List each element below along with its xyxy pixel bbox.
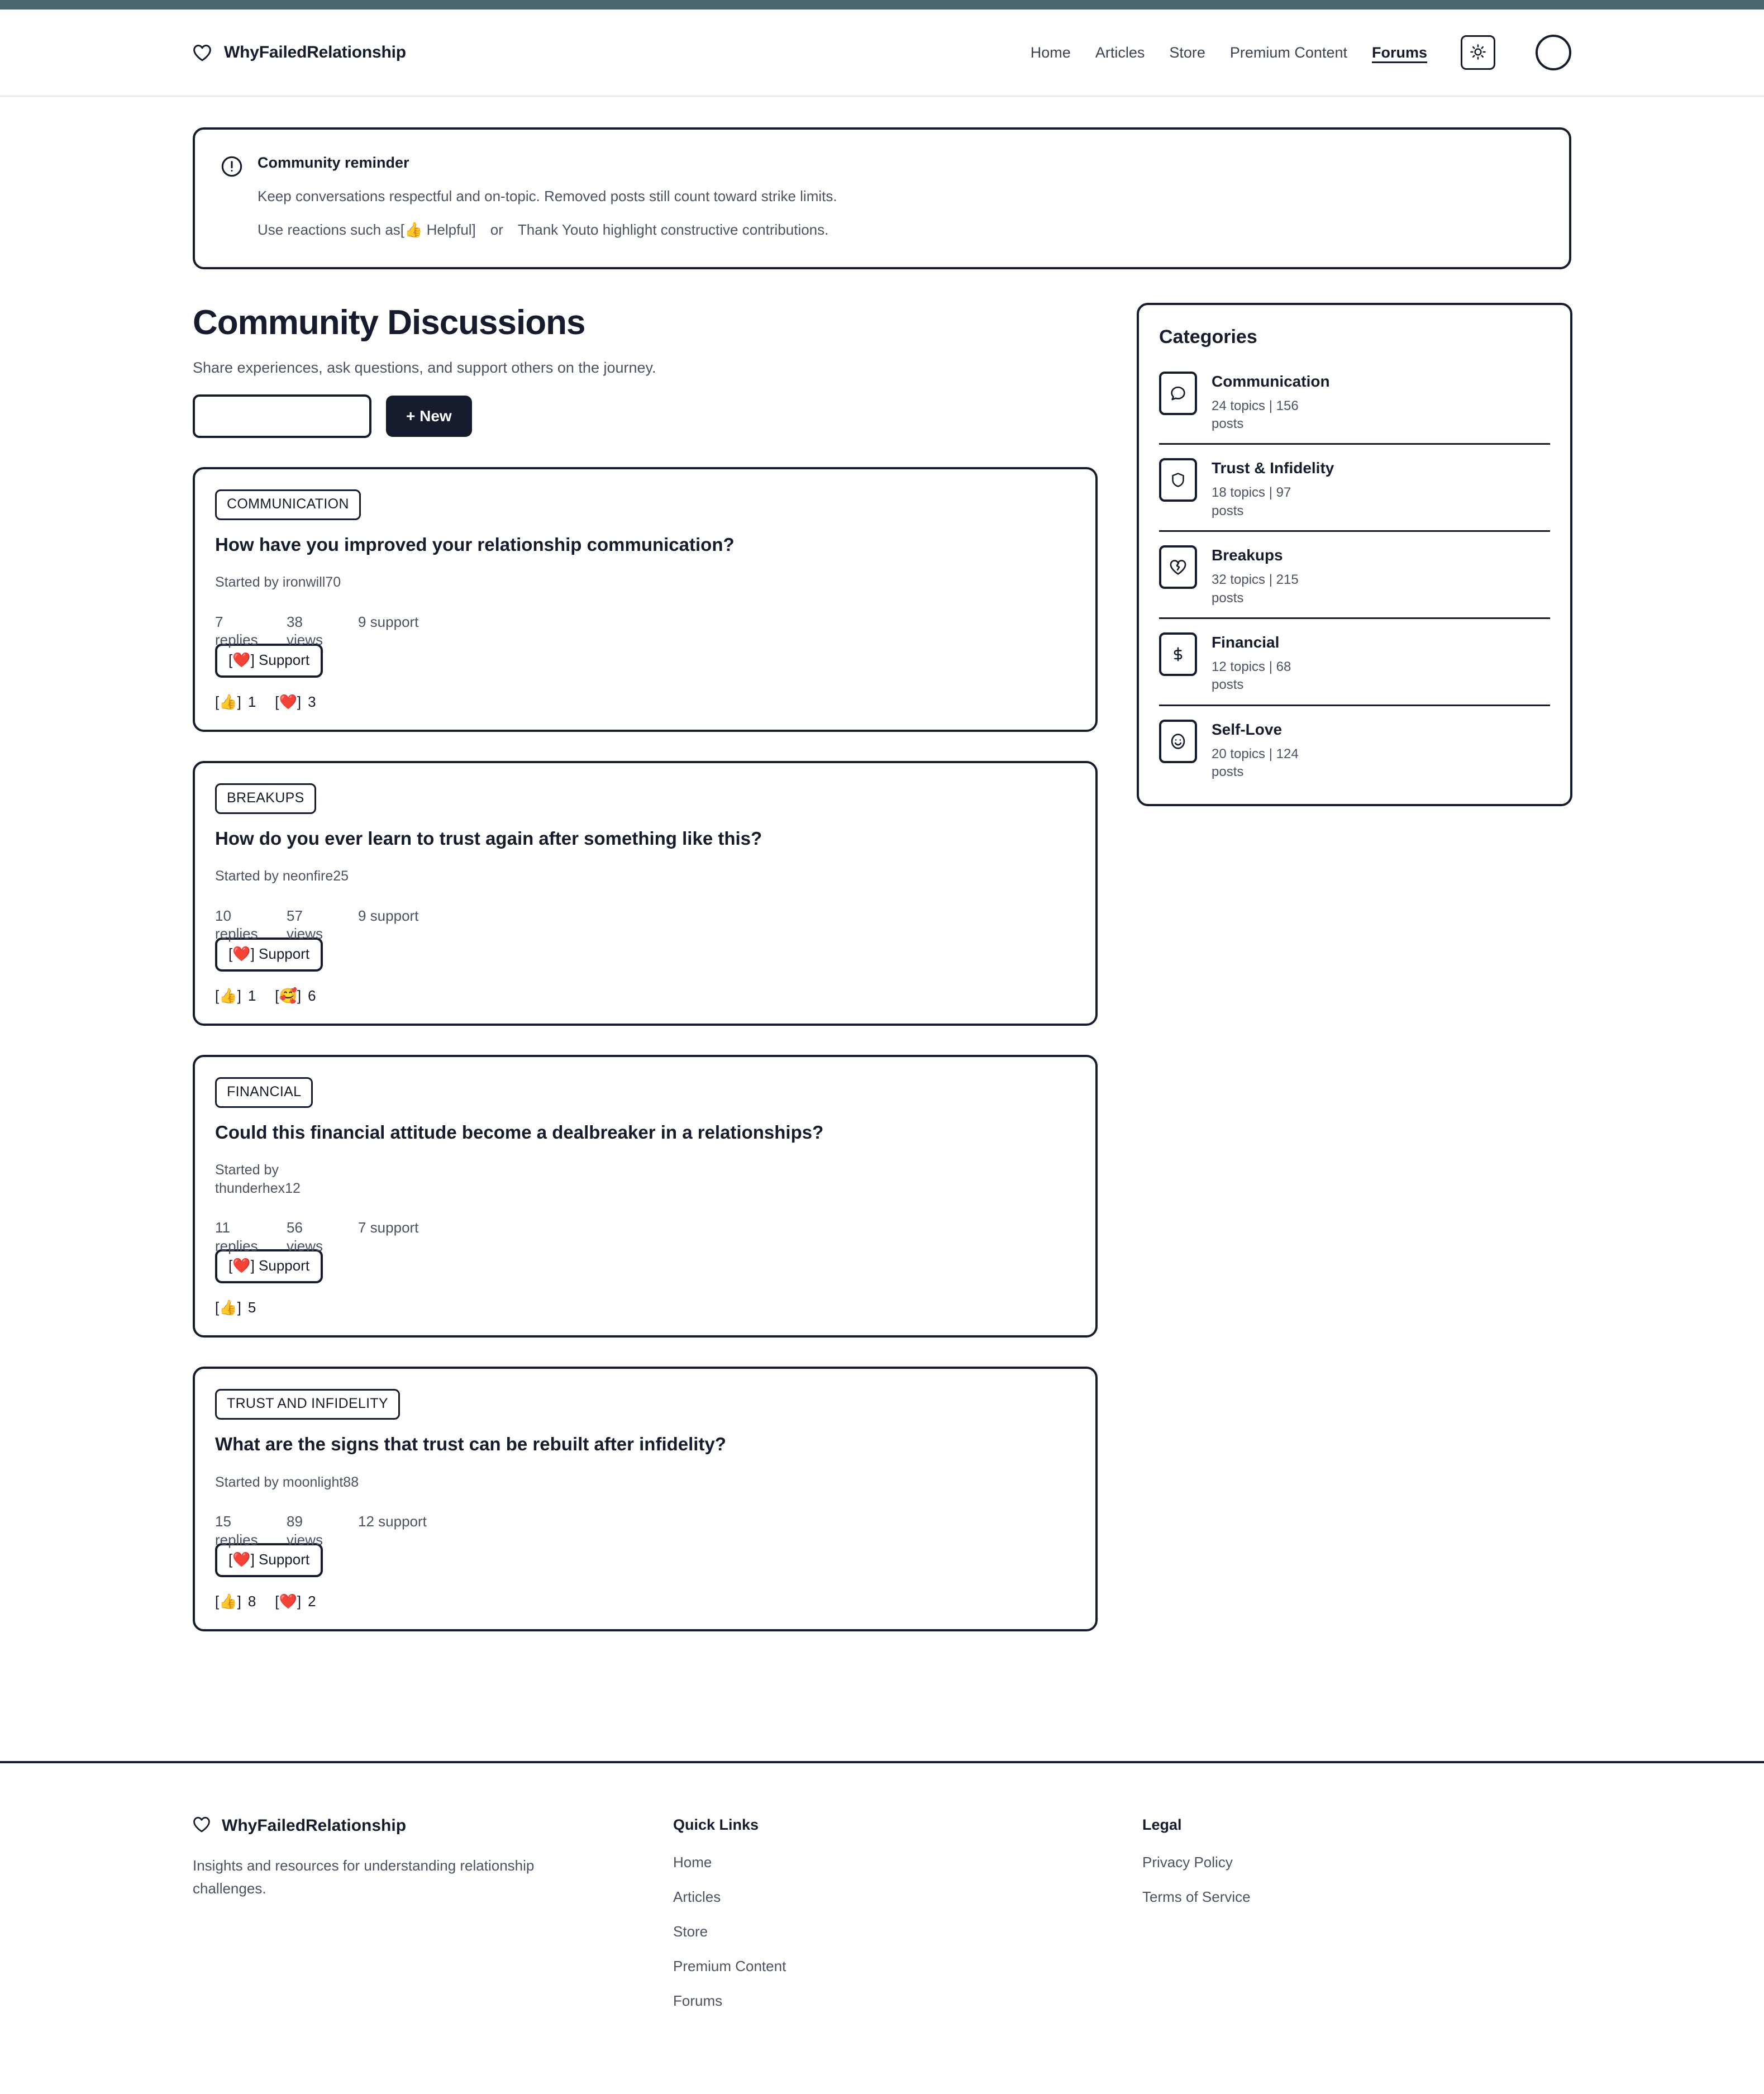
thread-title[interactable]: Could this financial attitude become a dealbreaker in a relationships? — [215, 1121, 824, 1143]
thread-card[interactable] — [193, 1367, 1098, 1631]
footer-description: Insights and resources for understanding relationship challenges. — [193, 1857, 535, 1897]
thread-views-label: views — [287, 1237, 323, 1254]
category-name: Communication — [1212, 372, 1330, 390]
thread-reactions — [215, 1299, 1075, 1316]
reaction-count: 2 — [308, 1593, 316, 1610]
heart-outline-icon — [193, 1816, 211, 1835]
category-name: Self-Love — [1212, 720, 1283, 738]
thread-views — [287, 907, 358, 943]
footer-quick-links-column — [673, 1816, 1142, 2027]
thumbs-up-icon: [👍] — [215, 693, 241, 710]
reaction-count: 1 — [247, 987, 256, 1004]
site-header — [0, 9, 1764, 97]
category-name: Financial — [1212, 633, 1280, 651]
theme-toggle-button[interactable] — [1461, 35, 1495, 70]
reaction-count: 1 — [247, 693, 256, 710]
thread-views-count: 57 — [287, 907, 303, 924]
thread-support-count: 9 support — [358, 613, 419, 630]
reaction-count: 3 — [308, 693, 316, 710]
reminder-line-1: Keep conversations respectful and on-topic. Removed posts still count toward strike limits. — [258, 188, 837, 204]
thread-replies-count: 7 — [215, 613, 223, 630]
thread-replies-count: 15 — [215, 1513, 231, 1530]
reaction-item[interactable] — [275, 987, 316, 1005]
support-button[interactable]: [❤️] Support — [215, 1249, 323, 1283]
thread-views — [287, 1219, 358, 1255]
reaction-chip-helpful: [👍 Helpful] — [400, 221, 476, 239]
category-meta: 12 topics | 68 posts — [1212, 659, 1291, 693]
thread-replies — [215, 613, 287, 649]
thread-replies — [215, 907, 287, 943]
thread-views-count: 38 — [287, 613, 303, 630]
reaction-count: 5 — [247, 1299, 256, 1316]
thread-replies-count: 11 — [215, 1219, 230, 1236]
category-meta: 32 topics | 215 posts — [1212, 572, 1299, 606]
support-button[interactable]: [❤️] Support — [215, 644, 323, 678]
content-columns — [193, 303, 1571, 1661]
thread-views — [287, 1512, 358, 1549]
footer-link-terms-of-service[interactable]: Terms of Service — [1142, 1888, 1251, 1906]
heart-icon: [❤️] — [275, 693, 302, 710]
nav-item-articles[interactable]: Articles — [1095, 44, 1145, 61]
footer-legal-title: Legal — [1142, 1816, 1182, 1834]
thread-author: Started by thunderhex12 — [215, 1162, 301, 1196]
page-content — [0, 127, 1764, 1660]
heart-outline-icon — [193, 44, 212, 61]
broken-heart-icon — [1159, 545, 1197, 589]
thumbs-up-icon: [👍] — [215, 1593, 241, 1610]
thread-card[interactable] — [193, 761, 1098, 1026]
thread-title[interactable]: How do you ever learn to trust again after something like this? — [215, 827, 762, 849]
reminder-line2-suffix: to highlight constructive contributions. — [586, 221, 829, 239]
footer-link-forums[interactable]: Forums — [673, 1992, 723, 2010]
thread-replies-label: replies — [215, 1531, 258, 1548]
smiling-face-icon: [🥰] — [275, 987, 302, 1004]
support-button[interactable]: [❤️] Support — [215, 1543, 323, 1577]
new-thread-button[interactable]: + New — [386, 396, 472, 437]
brand-logo[interactable] — [193, 43, 406, 62]
sun-icon — [1469, 43, 1487, 63]
brand-name: WhyFailedRelationship — [224, 43, 406, 61]
community-reminder-banner — [193, 127, 1571, 269]
thread-replies-count: 10 — [215, 907, 231, 924]
categories-sidebar — [1137, 303, 1572, 806]
user-avatar[interactable] — [1536, 35, 1571, 70]
thread-stats — [215, 613, 1075, 649]
footer-link-articles[interactable]: Articles — [673, 1888, 721, 1906]
thread-category-tag[interactable]: TRUST AND INFIDELITY — [215, 1389, 400, 1420]
reaction-count: 6 — [308, 987, 316, 1004]
footer-link-store[interactable]: Store — [673, 1923, 708, 1940]
main-nav — [1031, 35, 1571, 70]
category-name: Breakups — [1212, 546, 1283, 564]
thread-replies — [215, 1512, 287, 1549]
search-input[interactable] — [193, 394, 371, 438]
thread-replies-label: replies — [215, 631, 258, 649]
thread-stats — [215, 1219, 1075, 1255]
thread-support-count: 7 support — [358, 1219, 419, 1236]
footer-link-privacy-policy[interactable]: Privacy Policy — [1142, 1854, 1233, 1871]
discussions-column — [193, 303, 1098, 1661]
thread-category-tag[interactable]: FINANCIAL — [215, 1077, 313, 1108]
thread-views-label: views — [287, 1531, 323, 1548]
thread-stats — [215, 1512, 1075, 1549]
footer-link-home[interactable]: Home — [673, 1854, 712, 1871]
sidebar-item-self-love[interactable] — [1159, 720, 1550, 782]
footer-legal-column — [1142, 1816, 1477, 1923]
footer-link-premium-content[interactable]: Premium Content — [673, 1958, 786, 1975]
thumbs-up-icon: [👍] — [215, 1299, 241, 1316]
smiley-icon — [1159, 720, 1197, 763]
thread-card[interactable] — [193, 1055, 1098, 1338]
thread-card[interactable] — [193, 467, 1098, 732]
footer-quick-links-title: Quick Links — [673, 1816, 759, 1834]
sidebar-item-breakups[interactable] — [1159, 545, 1550, 619]
nav-item-premium-content[interactable]: Premium Content — [1229, 44, 1347, 61]
thread-replies-label: replies — [215, 925, 258, 943]
thread-views — [287, 613, 358, 649]
reaction-item[interactable] — [215, 1299, 256, 1316]
footer-brand[interactable] — [193, 1816, 673, 1835]
category-meta: 20 topics | 124 posts — [1212, 746, 1299, 780]
page-subtitle: Share experiences, ask questions, and support others on the journey. — [193, 359, 656, 376]
shield-icon — [1159, 458, 1197, 502]
thread-views-label: views — [287, 631, 323, 649]
thread-reactions — [215, 987, 1075, 1005]
reaction-item[interactable] — [275, 693, 316, 711]
alert-circle-icon — [221, 155, 243, 180]
thread-reactions — [215, 1593, 1075, 1610]
thread-author: Started by neonfire25 — [215, 868, 349, 884]
footer-brand-column — [193, 1816, 673, 1914]
thread-reactions — [215, 693, 1075, 711]
reaction-count: 8 — [247, 1593, 256, 1610]
thread-views-count: 56 — [287, 1219, 303, 1236]
reminder-line-2 — [258, 218, 837, 241]
reaction-item[interactable] — [275, 1593, 316, 1610]
thread-replies-label: replies — [215, 1237, 258, 1254]
page-title: Community Discussions — [193, 303, 585, 342]
thread-support-count: 9 support — [358, 907, 419, 924]
reminder-line2-or: or — [490, 221, 503, 239]
nav-item-store[interactable]: Store — [1169, 44, 1205, 61]
support-button[interactable]: [❤️] Support — [215, 937, 323, 972]
thread-stats — [215, 907, 1075, 943]
category-name: Trust & Infidelity — [1212, 459, 1334, 477]
footer-brand-name: WhyFailedRelationship — [222, 1816, 407, 1835]
reaction-item[interactable] — [215, 693, 256, 711]
thread-replies — [215, 1219, 287, 1255]
thread-title[interactable]: How have you improved your relationship communication? — [215, 534, 735, 555]
categories-card — [1137, 303, 1572, 806]
discussion-toolbar — [193, 394, 1098, 438]
thread-support-count: 12 support — [358, 1513, 427, 1530]
thread-title[interactable]: What are the signs that trust can be rebuilt after infidelity? — [215, 1434, 726, 1455]
reaction-item[interactable] — [215, 1593, 256, 1610]
sidebar-item-trust-infidelity[interactable] — [1159, 458, 1550, 532]
site-footer — [0, 1761, 1764, 2094]
thread-author: Started by moonlight88 — [215, 1474, 359, 1490]
top-accent-bar — [0, 0, 1764, 9]
category-meta: 24 topics | 156 posts — [1212, 398, 1299, 431]
dollar-icon — [1159, 632, 1197, 676]
thumbs-up-icon: [👍] — [215, 987, 241, 1004]
thread-views-label: views — [287, 925, 323, 943]
thread-author: Started by ironwill70 — [215, 574, 341, 591]
reminder-title: Community reminder — [258, 154, 409, 171]
thread-views-count: 89 — [287, 1513, 303, 1530]
thread-category-tag[interactable]: BREAKUPS — [215, 783, 316, 814]
nav-item-home[interactable]: Home — [1030, 44, 1071, 61]
thread-category-tag[interactable]: COMMUNICATION — [215, 489, 361, 520]
reminder-line2-prefix: Use reactions such as — [258, 221, 401, 239]
reaction-chip-thank-you: Thank You — [517, 221, 587, 239]
heart-icon: [❤️] — [275, 1593, 302, 1610]
reaction-item[interactable] — [215, 987, 256, 1005]
chat-bubble-icon — [1159, 372, 1197, 415]
nav-item-forums[interactable]: Forums — [1371, 44, 1427, 61]
sidebar-item-financial[interactable] — [1159, 632, 1550, 706]
categories-title: Categories — [1159, 326, 1257, 348]
category-meta: 18 topics | 97 posts — [1212, 485, 1291, 518]
sidebar-item-communication[interactable] — [1159, 372, 1550, 445]
